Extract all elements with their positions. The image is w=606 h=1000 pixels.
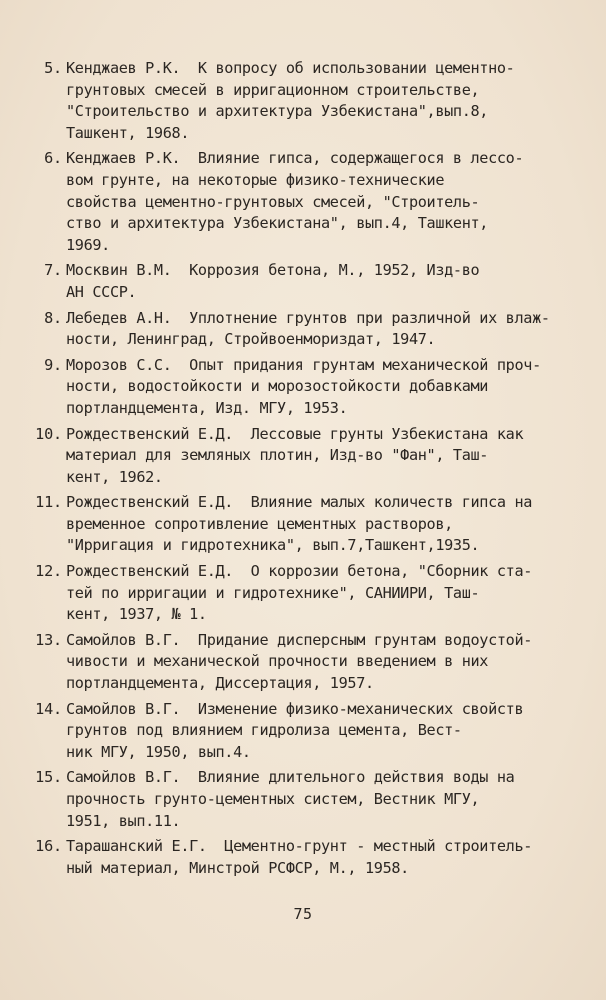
reference-line: портландцемента, Изд. МГУ, 1953. [66, 398, 348, 417]
reference-line: грунтов под влиянием гидролиза цемента, Вест- [66, 721, 462, 740]
reference-item [18, 58, 598, 144]
reference-item [18, 836, 598, 879]
reference-line: "Строительство и архитектура Узбекистана",вып.8, [66, 102, 489, 121]
reference-line: ник МГУ, 1950, вып.4. [66, 742, 251, 761]
reference-line: Москвин В.М. Коррозия бетона, М., 1952, Изд-во [66, 261, 480, 280]
reference-line: Кенджаев Р.К. Влияние гипса, содержащегося в лессо- [66, 149, 524, 168]
reference-text [66, 355, 598, 420]
reference-line: 1951, вып.11. [66, 811, 181, 830]
reference-item [18, 561, 598, 626]
reference-line: 1969. [66, 235, 110, 254]
reference-text [66, 767, 598, 832]
reference-text [66, 561, 598, 626]
reference-line: АН СССР. [66, 282, 137, 301]
reference-line: Рождественский Е.Д. Лессовые грунты Узбекистана как [66, 424, 524, 443]
reference-line: материал для земляных плотин, Изд-во "Фан", Таш- [66, 446, 489, 465]
reference-number: 7. [44, 261, 62, 280]
reference-line: ный материал, Минстрой РСФСР, М., 1958. [66, 858, 409, 877]
reference-line: портландцемента, Диссертация, 1957. [66, 674, 374, 693]
reference-number: 9. [44, 355, 62, 374]
reference-item [18, 148, 598, 256]
reference-number: 6. [44, 149, 62, 168]
reference-line: вом грунте, на некоторые физико-технические [66, 170, 445, 189]
reference-item [18, 260, 598, 303]
reference-line: Ташкент, 1968. [66, 123, 190, 142]
reference-line: прочность грунто-цементных систем, Вестник МГУ, [66, 790, 480, 808]
reference-item [18, 308, 598, 351]
reference-item [18, 699, 598, 764]
reference-number: 14. [35, 699, 62, 718]
reference-number: 12. [35, 562, 62, 581]
reference-text [66, 424, 598, 489]
reference-text [66, 58, 598, 144]
reference-line: ности, Ленинград, Стройвоенмориздат, 1947. [66, 330, 436, 349]
reference-line: Рождественский Е.Д. О коррозии бетона, "Сборник ста- [66, 562, 533, 581]
reference-line: "Ирригация и гидротехника", вып.7,Ташкент,1935. [66, 536, 480, 555]
reference-line: Лебедев А.Н. Уплотнение грунтов при различной их влаж- [66, 308, 550, 327]
reference-text [66, 308, 598, 351]
reference-text [66, 699, 598, 764]
reference-line: Рождественский Е.Д. Влияние малых количеств гипса на [66, 493, 533, 512]
reference-line: ности, водостойкости и морозостойкости добавками [66, 377, 489, 396]
reference-text [66, 630, 598, 695]
reference-item [18, 492, 598, 557]
reference-line: Самойлов В.Г. Изменение физико-механических свойств [66, 699, 524, 718]
reference-line: временное сопротивление цементных растворов, [66, 514, 453, 533]
reference-text [66, 260, 598, 303]
reference-line: Самойлов В.Г. Придание дисперсным грунтам водоустой- [66, 630, 533, 649]
reference-text [66, 836, 598, 879]
reference-line: Самойлов В.Г. Влияние длительного действия воды на [66, 768, 515, 787]
page-number: 75 [293, 905, 313, 923]
reference-number: 11. [35, 493, 62, 512]
reference-text [66, 148, 598, 256]
reference-line: кент, 1937, № 1. [66, 605, 207, 624]
reference-number: 15. [35, 768, 62, 787]
reference-line: тей по ирригации и гидротехнике", САНИИРИ, Таш- [66, 583, 480, 602]
reference-line: кент, 1962. [66, 467, 163, 486]
reference-line: грунтовых смесей в ирригационном строительстве, [66, 80, 480, 99]
reference-line: свойства цементно-грунтовых смесей, "Строитель- [66, 192, 480, 211]
reference-number: 8. [44, 308, 62, 327]
reference-list [18, 58, 598, 879]
reference-line: Тарашанский Е.Г. Цементно-грунт - местный строитель- [66, 837, 533, 856]
reference-number: 10. [35, 424, 62, 443]
reference-line: чивости и механической прочности введением в них [66, 652, 489, 671]
reference-item [18, 767, 598, 832]
reference-number: 13. [35, 630, 62, 649]
reference-item [18, 630, 598, 695]
reference-line: Кенджаев Р.К. К вопросу об использовании цементно- [66, 59, 515, 77]
reference-text [66, 492, 598, 557]
reference-number: 16. [35, 837, 62, 856]
reference-number: 5. [44, 59, 62, 77]
reference-item [18, 355, 598, 420]
reference-line: ство и архитектура Узбекистана", вып.4, Ташкент, [66, 214, 489, 233]
reference-item [18, 424, 598, 489]
reference-line: Морозов С.С. Опыт придания грунтам механической проч- [66, 355, 541, 374]
